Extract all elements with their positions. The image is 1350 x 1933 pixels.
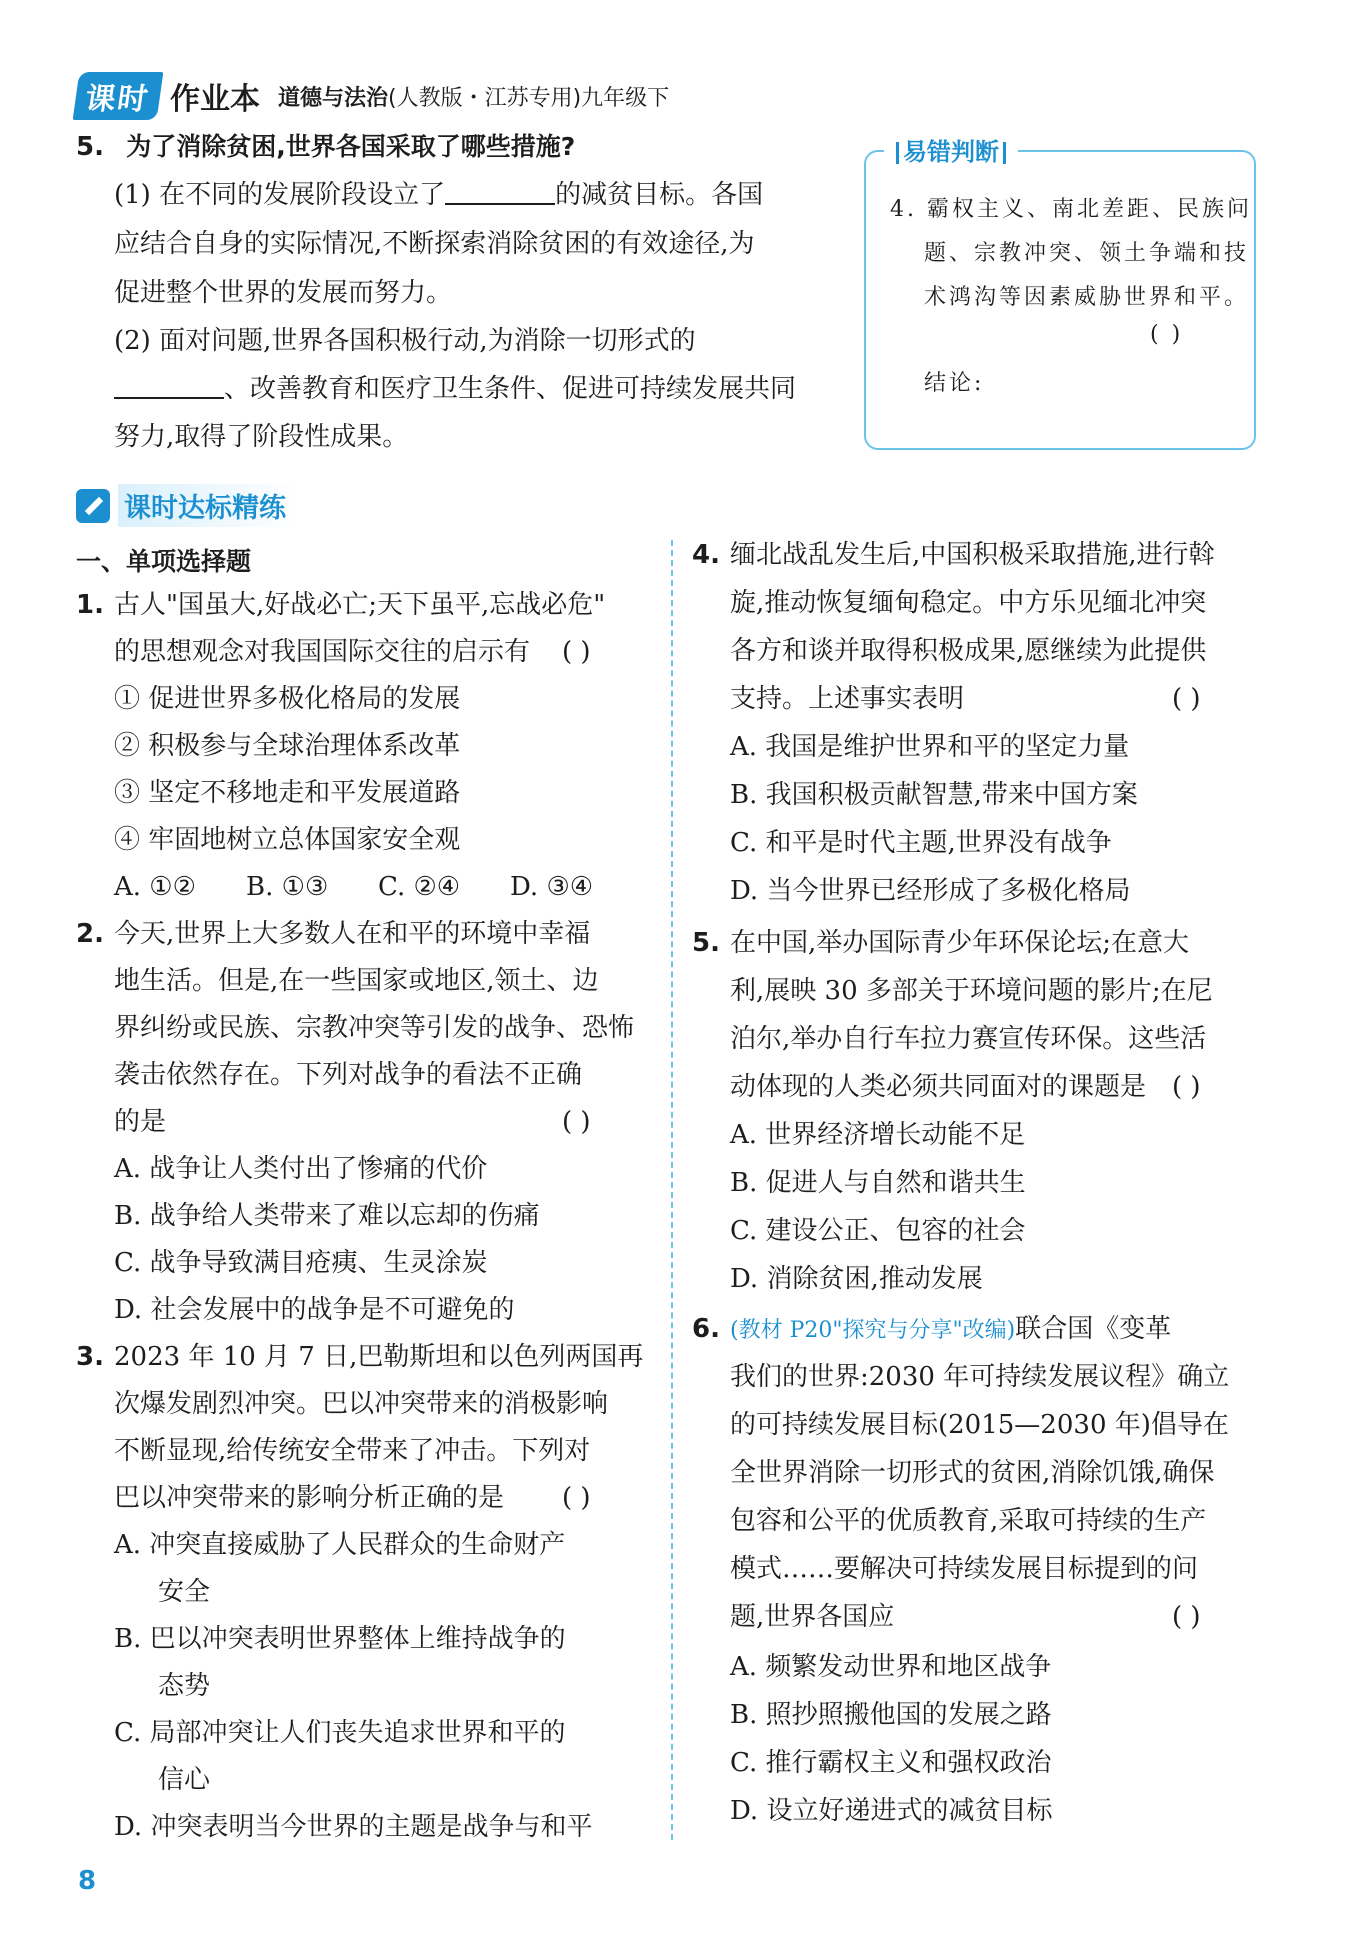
q1-option-1: ① 促进世界多极化格局的发展 <box>114 684 461 714</box>
q1-answer-paren[interactable]: ( ) <box>562 637 591 667</box>
q6-source-tag: (教材 P20"探究与分享"改编) <box>730 1318 1016 1343</box>
q2-answer-paren[interactable]: ( ) <box>562 1107 591 1137</box>
q5-answer-paren[interactable]: ( ) <box>1172 1072 1201 1102</box>
q3-choice-c[interactable]: C. 局部冲突让人们丧失追求世界和平的 <box>114 1718 566 1748</box>
title-bar-left-icon <box>896 142 899 164</box>
q6-choice-d[interactable]: D. 设立好递进式的减贫目标 <box>730 1796 1053 1826</box>
book-subtitle <box>278 81 669 112</box>
q3-choice-d[interactable]: D. 冲突表明当今世界的主题是战争与和平 <box>114 1812 593 1842</box>
answer-blank-1[interactable] <box>445 183 555 205</box>
q3-line-4: 巴以冲突带来的影响分析正确的是 <box>114 1483 505 1513</box>
tip-line-3: 术鸿沟等因素威胁世界和平。 <box>924 285 1250 310</box>
q5-number: 5. <box>692 928 720 958</box>
q6-line-2: 我们的世界:2030 年可持续发展议程》确立 <box>730 1362 1230 1392</box>
q5-choice-a[interactable]: A. 世界经济增长动能不足 <box>730 1120 1026 1150</box>
q4-line-2: 旋,推动恢复缅甸稳定。中方乐见缅北冲突 <box>730 588 1207 618</box>
q4-choice-b[interactable]: B. 我国积极贡献智慧,带来中国方案 <box>730 780 1138 810</box>
tip-line-2: 题、宗教冲突、领土争端和技 <box>924 241 1250 266</box>
q5-line-2: 利,展映 30 多部关于环境问题的影片;在尼 <box>730 976 1213 1006</box>
q3-line-2: 次爆发剧烈冲突。巴以冲突带来的消极影响 <box>114 1389 609 1419</box>
section-heading <box>76 484 300 527</box>
q4-line-3: 各方和谈并取得积极成果,愿继续为此提供 <box>730 636 1207 666</box>
q3-choice-a-cont: 安全 <box>158 1577 211 1607</box>
title-bar-right-icon <box>1003 142 1006 164</box>
q1-line-2: 的思想观念对我国国际交往的启示有 <box>114 637 531 667</box>
top-q5-l1a: (1) 在不同的发展阶段设立了 <box>114 180 446 210</box>
q1-line-1: 古人"国虽大,好战必亡;天下虽平,忘战必危" <box>114 590 606 620</box>
q5-choice-c[interactable]: C. 建设公正、包容的社会 <box>730 1216 1026 1246</box>
top-q5-title: 为了消除贫困,世界各国采取了哪些措施? <box>126 132 576 161</box>
page-header <box>76 72 669 120</box>
error-judgment-title <box>884 132 1018 167</box>
pencil-icon <box>76 489 110 523</box>
top-q5-line-1 <box>114 180 763 210</box>
q4-line-4: 支持。上述事实表明 <box>730 684 965 714</box>
q4-choice-a[interactable]: A. 我国是维护世界和平的坚定力量 <box>730 732 1130 762</box>
top-q5-l5b: 、改善教育和医疗卫生条件、促进可持续发展共同 <box>224 374 797 404</box>
q1-choice-d[interactable]: D. ③④ <box>510 872 594 902</box>
q6-line-3: 的可持续发展目标(2015—2030 年)倡导在 <box>730 1410 1229 1440</box>
q5-line-1: 在中国,举办国际青少年环保论坛;在意大 <box>730 928 1190 958</box>
q4-line-1: 缅北战乱发生后,中国积极采取措施,进行斡 <box>730 540 1215 570</box>
q1-choice-a[interactable]: A. ①② <box>114 872 196 902</box>
top-q5-line-2: 应结合自身的实际情况,不断探索消除贫困的有效途径,为 <box>114 229 755 259</box>
q3-line-1: 2023 年 10 月 7 日,巴勒斯坦和以色列两国再 <box>114 1342 644 1372</box>
q5-choice-b[interactable]: B. 促进人与自然和谐共生 <box>730 1168 1026 1198</box>
top-q5-title-line <box>76 132 575 162</box>
q6-answer-paren[interactable]: ( ) <box>1172 1602 1201 1632</box>
q2-choice-d[interactable]: D. 社会发展中的战争是不可避免的 <box>114 1295 515 1325</box>
error-judgment-label: 易错判断 <box>903 138 999 166</box>
q2-choice-a[interactable]: A. 战争让人类付出了惨痛的代价 <box>114 1154 488 1184</box>
q2-line-3: 界纠纷或民族、宗教冲突等引发的战争、恐怖 <box>114 1013 635 1043</box>
column-divider <box>671 540 673 1840</box>
brand-logo: 课时 <box>73 72 164 120</box>
q1-choice-c[interactable]: C. ②④ <box>378 872 461 902</box>
answer-blank-2[interactable] <box>114 377 224 399</box>
section-title: 课时达标精练 <box>118 484 300 527</box>
edition-label: (人教版・江苏专用)九年级下 <box>388 85 670 111</box>
q4-answer-paren[interactable]: ( ) <box>1172 684 1201 714</box>
q3-number: 3. <box>76 1342 104 1372</box>
q3-choice-b-cont: 态势 <box>158 1671 211 1701</box>
q3-choice-c-cont: 信心 <box>158 1765 211 1795</box>
q6-line-6: 模式……要解决可持续发展目标提到的问 <box>730 1554 1199 1584</box>
tip-line-1: 4. 霸权主义、南北差距、民族问 <box>890 197 1252 222</box>
page-number: 8 <box>78 1866 97 1896</box>
q6-choice-c[interactable]: C. 推行霸权主义和强权政治 <box>730 1748 1052 1778</box>
q2-choice-c[interactable]: C. 战争导致满目疮痍、生灵涂炭 <box>114 1248 488 1278</box>
q6-line-1 <box>730 1314 1171 1346</box>
top-q5-line-5 <box>114 374 796 404</box>
q2-line-2: 地生活。但是,在一些国家或地区,领土、边 <box>114 966 599 996</box>
q4-choice-c[interactable]: C. 和平是时代主题,世界没有战争 <box>730 828 1112 858</box>
brand-name: 作业本 <box>170 82 260 117</box>
top-q5-line-6: 努力,取得了阶段性成果。 <box>114 422 409 452</box>
tip-conclusion: 结论: <box>924 371 985 396</box>
q6-line-1-text: 联合国《变革 <box>1015 1314 1172 1344</box>
q1-number: 1. <box>76 590 104 620</box>
top-q5-number: 5. <box>76 132 104 162</box>
top-q5-l1b: 的减贫目标。各国 <box>555 180 764 210</box>
q1-choice-b[interactable]: B. ①③ <box>246 872 329 902</box>
q2-line-1: 今天,世界上大多数人在和平的环境中幸福 <box>114 919 591 949</box>
q4-choice-d[interactable]: D. 当今世界已经形成了多极化格局 <box>730 876 1131 906</box>
q2-choice-b[interactable]: B. 战争给人类带来了难以忘却的伤痛 <box>114 1201 540 1231</box>
q5-choice-d[interactable]: D. 消除贫困,推动发展 <box>730 1264 983 1294</box>
q6-choice-b[interactable]: B. 照抄照搬他国的发展之路 <box>730 1700 1052 1730</box>
q6-line-4: 全世界消除一切形式的贫困,消除饥饿,确保 <box>730 1458 1215 1488</box>
q1-option-3: ③ 坚定不移地走和平发展道路 <box>114 778 461 808</box>
top-q5-line-4: (2) 面对问题,世界各国积极行动,为消除一切形式的 <box>114 326 696 356</box>
q1-option-2: ② 积极参与全球治理体系改革 <box>114 731 461 761</box>
q4-number: 4. <box>692 540 720 570</box>
q6-line-5: 包容和公平的优质教育,采取可持续的生产 <box>730 1506 1207 1536</box>
q5-line-4: 动体现的人类必须共同面对的课题是 <box>730 1072 1147 1102</box>
q6-choice-a[interactable]: A. 频繁发动世界和地区战争 <box>730 1652 1052 1682</box>
q2-number: 2. <box>76 919 104 949</box>
q2-line-4: 袭击依然存在。下列对战争的看法不正确 <box>114 1060 583 1090</box>
tip-answer-paren[interactable]: ( ) <box>1150 322 1184 347</box>
q2-line-5: 的是 <box>114 1107 167 1137</box>
subject-label: 道德与法治 <box>278 85 389 111</box>
q3-line-3: 不断显现,给传统安全带来了冲击。下列对 <box>114 1436 591 1466</box>
q6-line-7: 题,世界各国应 <box>730 1602 895 1632</box>
q1-option-4: ④ 牢固地树立总体国家安全观 <box>114 825 461 855</box>
q5-line-3: 泊尔,举办自行车拉力赛宣传环保。这些活 <box>730 1024 1207 1054</box>
q3-choice-b[interactable]: B. 巴以冲突表明世界整体上维持战争的 <box>114 1624 566 1654</box>
sub-heading: 一、单项选择题 <box>76 547 252 576</box>
top-q5-line-3: 促进整个世界的发展而努力。 <box>114 278 453 308</box>
q3-choice-a[interactable]: A. 冲突直接威胁了人民群众的生命财产 <box>114 1530 566 1560</box>
q6-number: 6. <box>692 1314 720 1344</box>
q3-answer-paren[interactable]: ( ) <box>562 1483 591 1513</box>
